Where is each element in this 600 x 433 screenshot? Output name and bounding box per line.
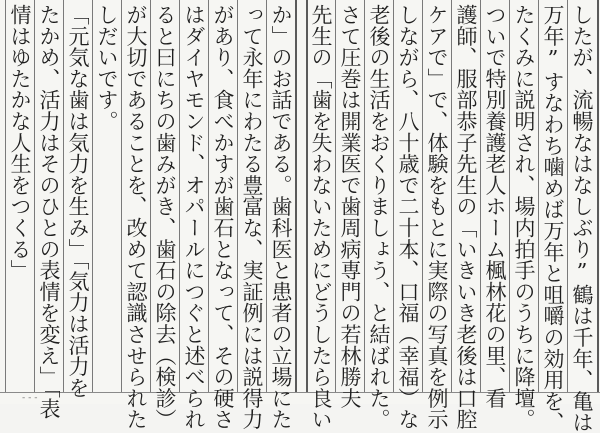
column-rule xyxy=(480,0,481,392)
column-rule xyxy=(179,0,180,392)
column-rule xyxy=(92,0,93,392)
text-column: 護師、服部恭子先生の「いきいき老後は口腔 xyxy=(454,4,478,430)
column-rule xyxy=(63,0,64,392)
column-rule xyxy=(451,0,452,392)
text-column: しながら、八十歳で二十本、口福（幸福）な xyxy=(396,4,420,430)
text-column: ると曰にちの歯みがき、歯石の除去（検診） xyxy=(153,4,177,430)
column-rule xyxy=(364,0,365,392)
column-rule xyxy=(509,0,510,392)
column-rule xyxy=(597,0,599,392)
column-rule xyxy=(34,0,35,392)
column-rule xyxy=(150,0,151,392)
column-rule xyxy=(121,0,122,392)
column-rule xyxy=(266,0,267,392)
page-footer-mark: - - - xyxy=(22,393,38,403)
text-column: 先生の「歯を失わないためにどうしたら良い xyxy=(309,4,333,430)
column-rule xyxy=(538,0,539,392)
text-column: 「元気な歯は気力を生み」「気力は活力を xyxy=(66,4,90,399)
text-column: ついで特別養護老人ホーム楓林花の里、看 xyxy=(483,4,507,409)
column-rule xyxy=(393,0,394,392)
bottom-rule xyxy=(0,392,600,393)
text-column: たかめ、活力はそのひとの表情を変え」「表 xyxy=(37,4,61,420)
text-column: が大切であることを、改めて認識させられた xyxy=(124,4,148,430)
text-column: 万年”すなわち噛めば万年と咀嚼の効用を、 xyxy=(541,4,565,433)
text-column: 情はゆたかな人生をつくる」 xyxy=(8,4,32,281)
text-column: って永年にわたる豊富な、実証例には説得力 xyxy=(240,4,264,430)
text-column: 老後の生活をおくりましょう、と結ばれた。 xyxy=(367,4,391,430)
text-column: か」のお話である。歯科医と患者の立場にた xyxy=(269,4,293,430)
text-column: たくみに説明され、場内拍手のうちに降壇。 xyxy=(512,4,536,430)
column-rule xyxy=(208,0,209,392)
text-column: さて圧巻は開業医で歯周病専門の若林勝夫 xyxy=(338,4,362,409)
column-rule xyxy=(335,0,336,392)
column-rule xyxy=(5,0,6,392)
text-column: はダイヤモンド、オパールにつぐと述べられ xyxy=(182,4,206,430)
text-column: があり、食べかすが歯石となって、その硬さ xyxy=(211,4,235,430)
column-rule xyxy=(237,0,238,392)
column-rule xyxy=(567,0,568,392)
center-fold-rule xyxy=(295,0,297,392)
text-column: ケアで」で、体験をもとに実際の写真を例示 xyxy=(425,4,449,430)
text-column: したが、流暢なはなしぶり”鶴は千年、亀は xyxy=(570,4,594,433)
column-rule xyxy=(422,0,423,392)
column-rule xyxy=(306,0,308,392)
text-column: しだいです。 xyxy=(95,4,119,132)
